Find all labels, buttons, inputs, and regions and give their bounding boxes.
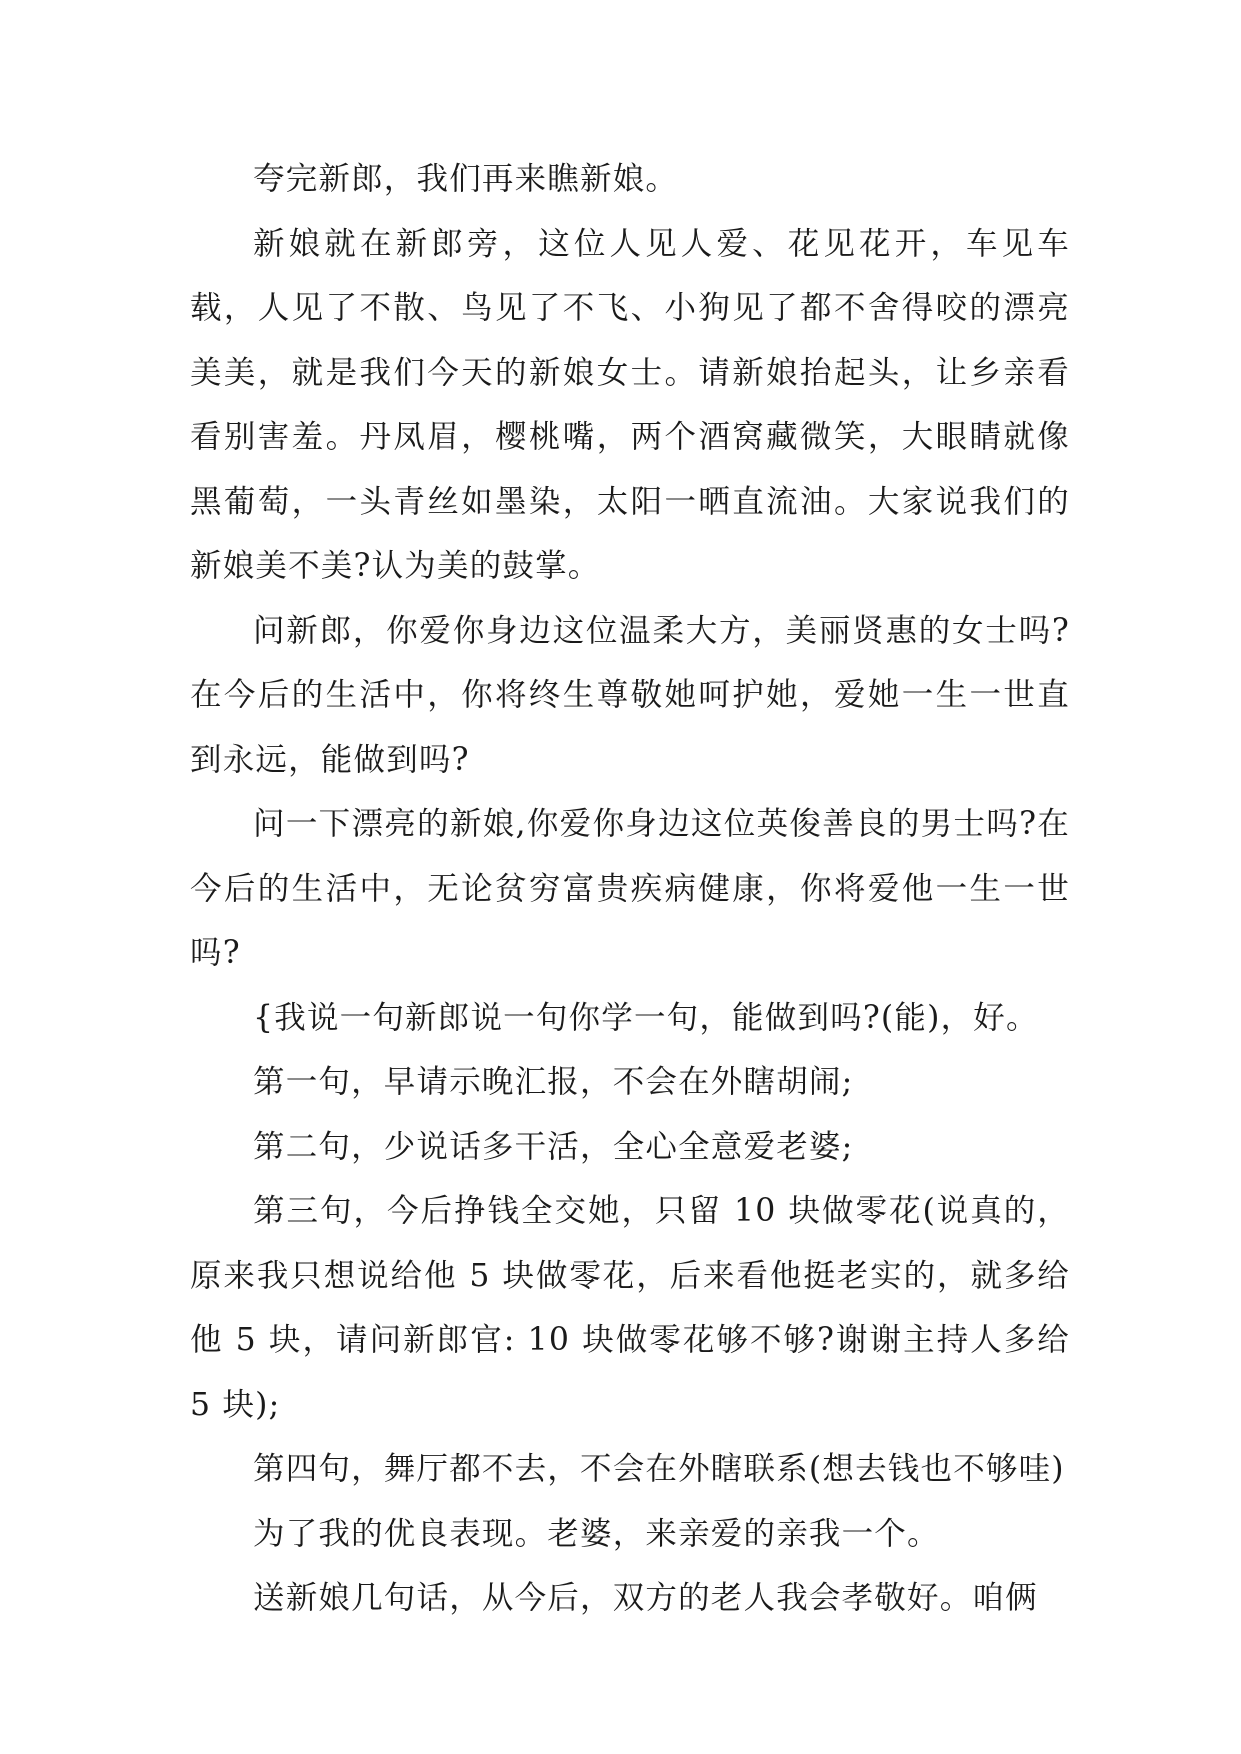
paragraph: 问一下漂亮的新娘,你爱你身边这位英俊善良的男士吗?在今后的生活中，无论贫穷富贵疾病健康，你将爱他一生一世吗? bbox=[190, 806, 1070, 971]
paragraph: 夸完新郎，我们再来瞧新娘。 bbox=[253, 161, 679, 197]
paragraph: 送新娘几句话，从今后，双方的老人我会孝敬好。咱俩 bbox=[253, 1580, 1038, 1616]
paragraph: 第一句，早请示晚汇报，不会在外瞎胡闹; bbox=[253, 1064, 854, 1100]
paragraph: 新娘就在新郎旁，这位人见人爱、花见花开，车见车载，人见了不散、鸟见了不飞、小狗见了都不舍得咬的漂亮美美，就是我们今天的新娘女士。请新娘抬起头，让乡亲看看别害羞。丹凤眉，樱桃嘴，两个酒窝藏微笑，大眼睛就像黑葡萄，一头青丝如墨染，太阳一晒直流油。大家说我们的新娘美不美?认为美的鼓掌。 bbox=[190, 225, 1070, 584]
document-body bbox=[190, 147, 1070, 1631]
paragraph: 问新郎，你爱你身边这位温柔大方，美丽贤惠的女士吗?在今后的生活中，你将终生尊敬她呵护她，爱她一生一世直到永远，能做到吗? bbox=[190, 612, 1070, 778]
paragraph: 第四句，舞厅都不去，不会在外瞎联系(想去钱也不够哇) bbox=[253, 1451, 1065, 1487]
paragraph: 第二句，少说话多干活，全心全意爱老婆; bbox=[253, 1128, 854, 1165]
paragraph: 第三句，今后挣钱全交她，只留 10 块做零花(说真的，原来我只想说给他 5 块做零花，后来看他挺老实的，就多给他 5 块，请问新郎官: 10 块做零花够不够?谢谢主持人多给 5 块); bbox=[190, 1193, 1070, 1423]
paragraph: 为了我的优良表现。老婆，来亲爱的亲我一个。 bbox=[253, 1515, 940, 1552]
paragraph: {我说一句新郎说一句你学一句，能做到吗?(能)，好。 bbox=[253, 999, 1039, 1036]
